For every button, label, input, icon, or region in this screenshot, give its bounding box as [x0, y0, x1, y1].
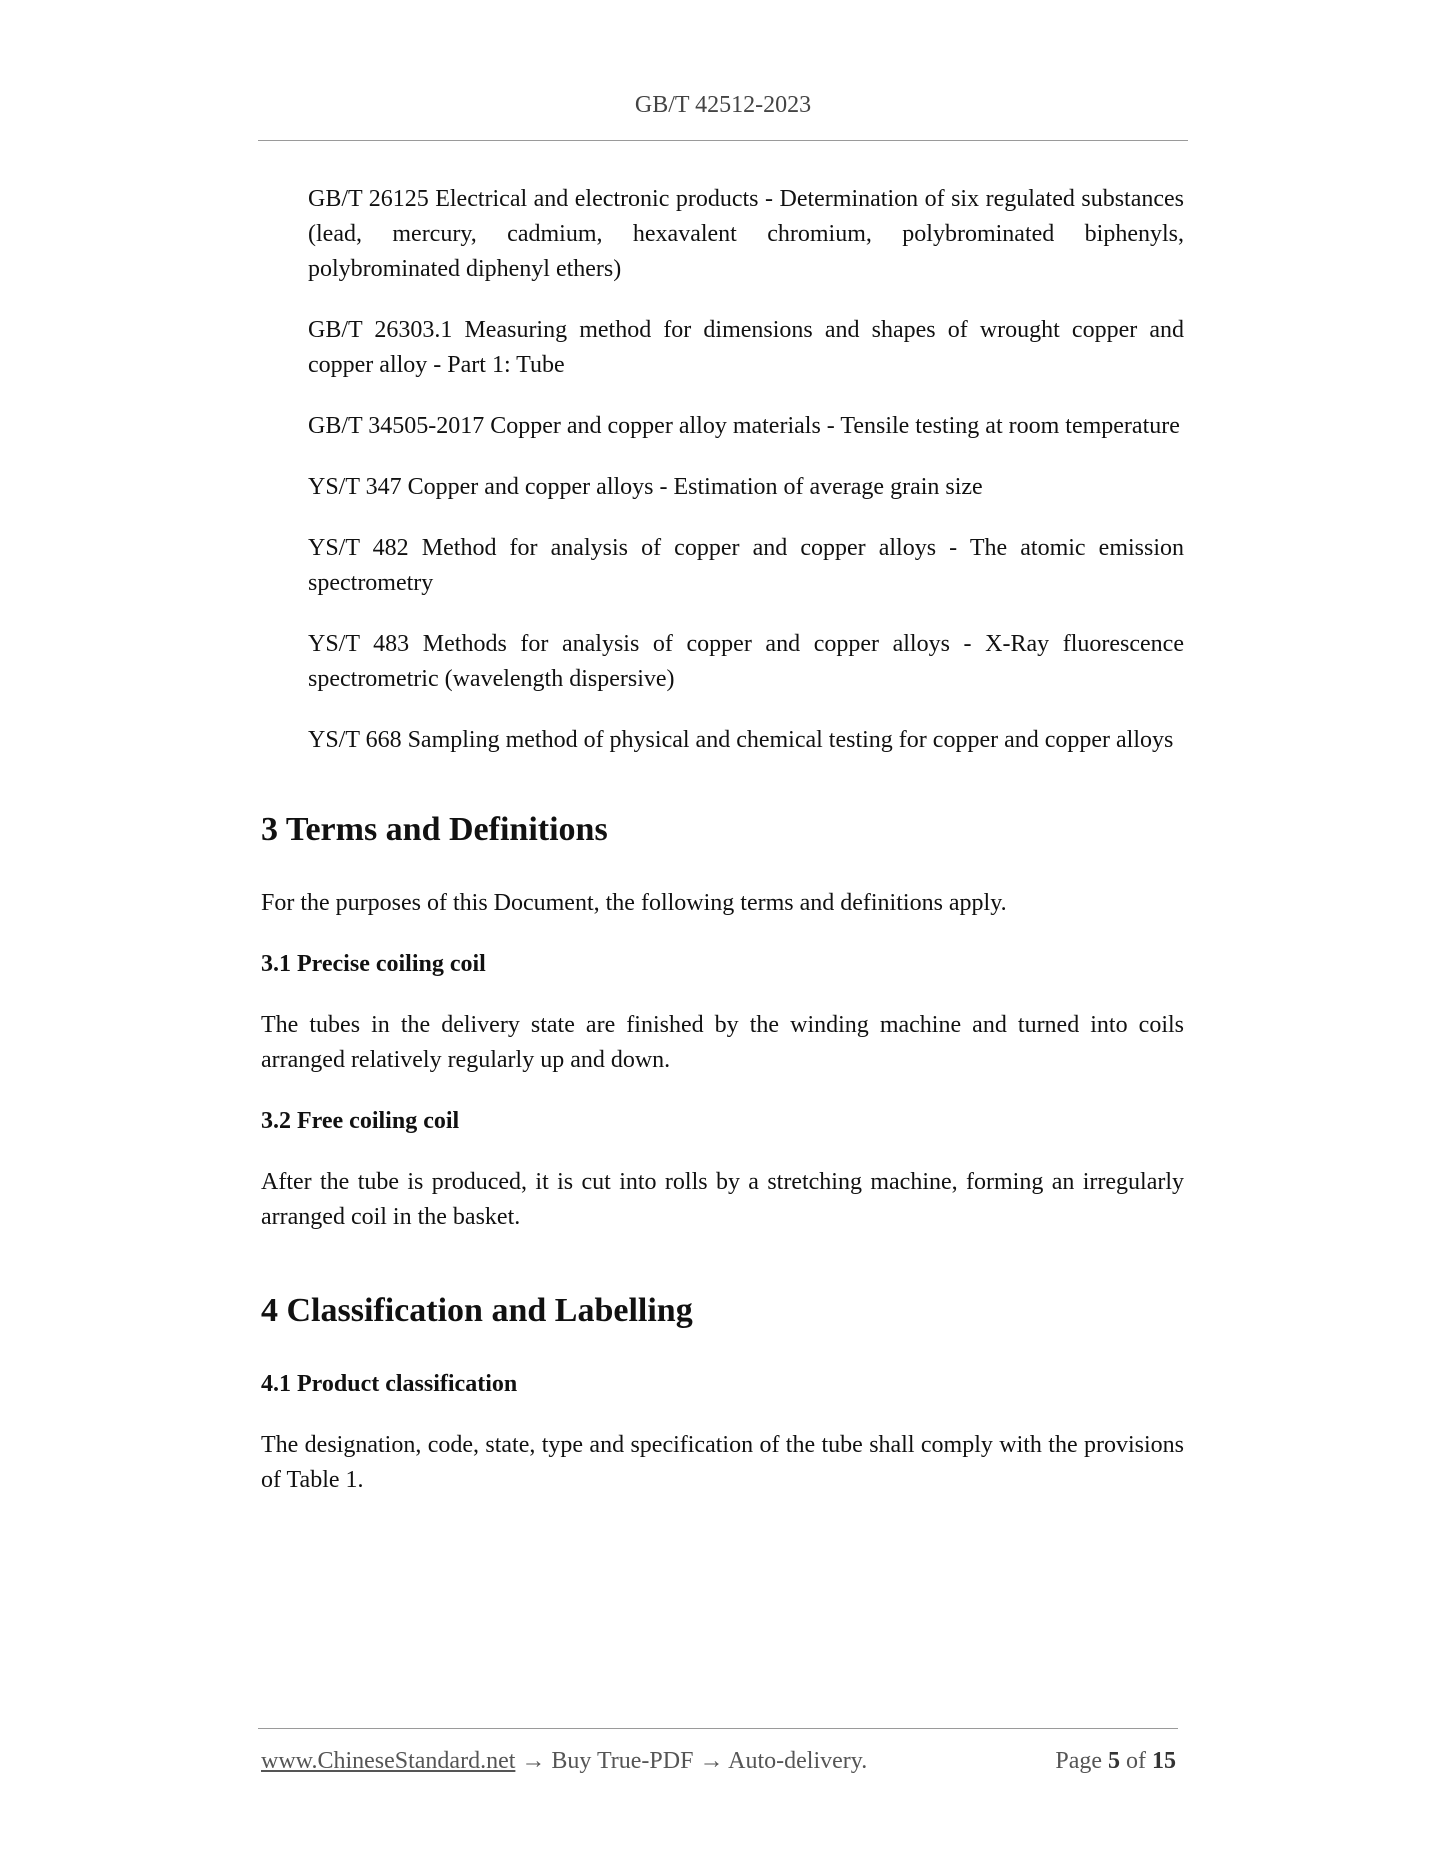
subsection-3-2-text: After the tube is produced, it is cut into rolls by a stretching machine, forming an irregularly arranged coil in the basket. — [261, 1169, 1184, 1230]
reference-item: GB/T 34505-2017 Copper and copper alloy materials - Tensile testing at room temperature — [308, 413, 1180, 439]
subsection-3-2-heading: 3.2 Free coiling coil — [261, 1108, 460, 1134]
current-page: 5 — [1108, 1748, 1120, 1774]
of-label: of — [1126, 1748, 1146, 1774]
page-label: Page — [1055, 1748, 1102, 1774]
section-3-intro: For the purposes of this Document, the following terms and definitions apply. — [261, 890, 1007, 916]
document-body — [261, 808, 1184, 1498]
total-pages: 15 — [1152, 1748, 1176, 1774]
auto-delivery-text: Auto-delivery. — [728, 1748, 868, 1774]
header-divider — [258, 140, 1188, 141]
site-link[interactable]: www.ChineseStandard.net — [261, 1748, 516, 1774]
subsection-3-1-heading: 3.1 Precise coiling coil — [261, 951, 486, 977]
reference-item: YS/T 668 Sampling method of physical and chemical testing for copper and copper alloys — [308, 727, 1174, 753]
footer-promo — [261, 1748, 867, 1775]
reference-item: GB/T 26303.1 Measuring method for dimensions and shapes of wrought copper and copper alloy - Part 1: Tube — [308, 317, 1184, 378]
subsection-3-1-text: The tubes in the delivery state are finished by the winding machine and turned into coils arranged relatively regularly up and down. — [261, 1012, 1184, 1073]
page-number — [1055, 1748, 1176, 1775]
reference-item: GB/T 26125 Electrical and electronic products - Determination of six regulated substances (lead, mercury, cadmium, hexavalent chromium, polybrominated biphenyls, polybrominated diphenyl ethers) — [308, 186, 1184, 282]
subsection-4-1-text: The designation, code, state, type and specification of the tube shall comply with the provisions of Table 1. — [261, 1432, 1184, 1493]
reference-item: YS/T 482 Method for analysis of copper and copper alloys - The atomic emission spectrometry — [308, 535, 1184, 596]
footer-divider — [258, 1728, 1178, 1729]
reference-item: YS/T 483 Methods for analysis of copper and copper alloys - X-Ray fluorescence spectrometric (wavelength dispersive) — [308, 631, 1184, 692]
arrow-right-icon: → — [521, 1748, 546, 1774]
section-4-heading: 4 Classification and Labelling — [261, 1292, 693, 1329]
normative-references-list — [308, 182, 1184, 784]
page-header: GB/T 42512-2023 — [634, 92, 812, 118]
reference-item: YS/T 347 Copper and copper alloys - Estimation of average grain size — [308, 474, 983, 500]
subsection-4-1-heading: 4.1 Product classification — [261, 1371, 518, 1397]
arrow-right-icon: → — [699, 1748, 724, 1774]
buy-true-pdf-text: Buy True-PDF — [551, 1748, 694, 1774]
section-3-heading: 3 Terms and Definitions — [261, 811, 608, 848]
